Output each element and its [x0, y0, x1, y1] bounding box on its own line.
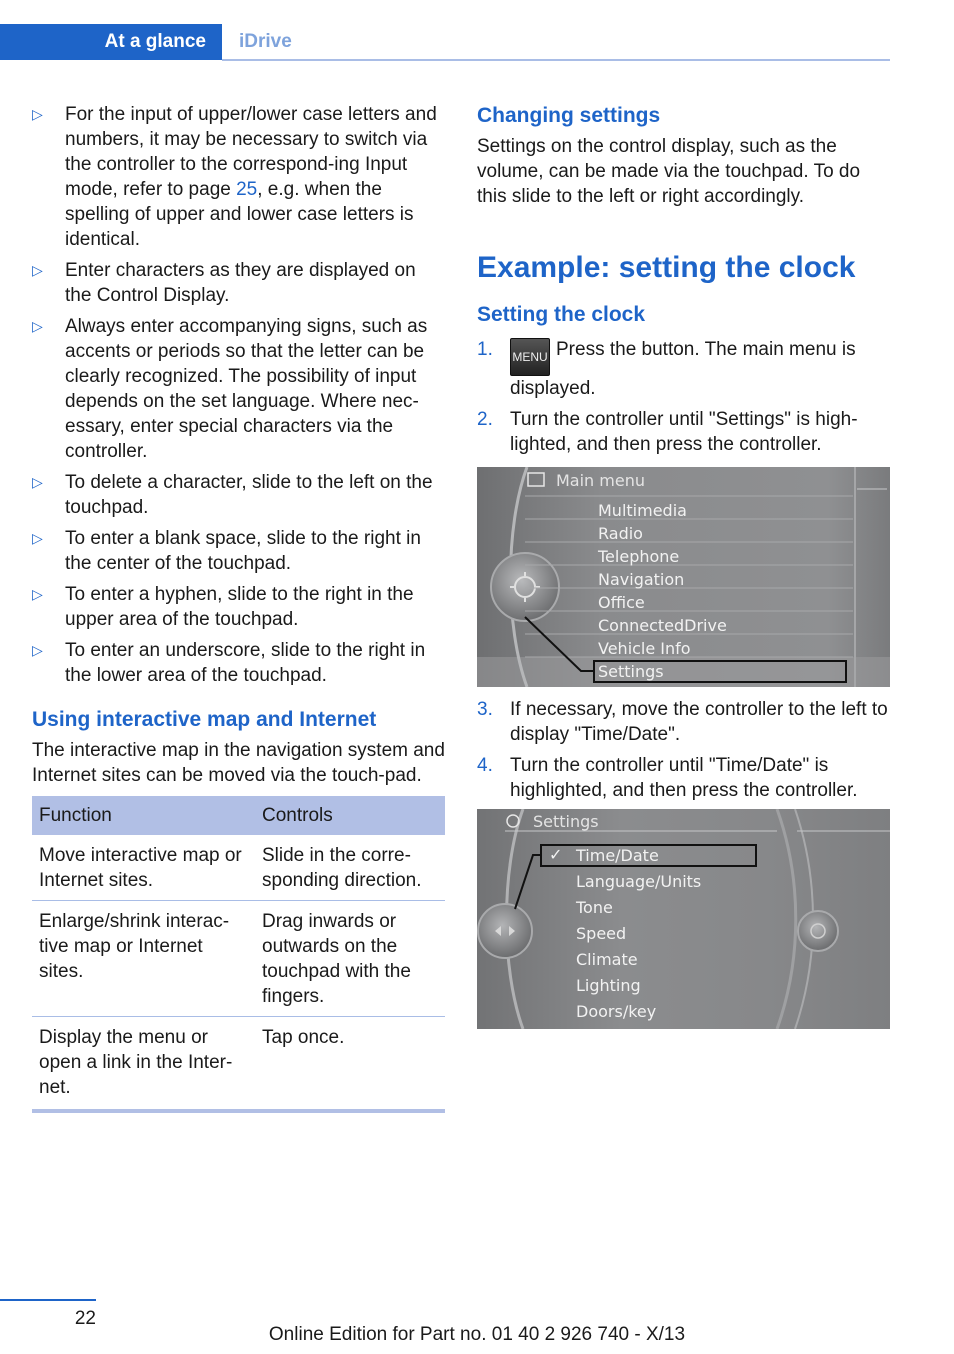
- menu-item: Speed: [576, 924, 627, 943]
- table-row: [32, 901, 445, 1017]
- menu-item: Radio: [598, 524, 643, 543]
- list-item: [32, 314, 445, 464]
- table-cell-function: Move interactive map or Internet sites.: [32, 835, 255, 901]
- main-menu-screenshot: [477, 467, 890, 687]
- list-item: [32, 638, 445, 688]
- touchpad-controls-table: [32, 796, 445, 1113]
- map-internet-text: The interactive map in the navigation system and Internet sites can be moved via the touch-pad.: [32, 740, 445, 786]
- check-icon: ✓: [549, 845, 563, 864]
- table-cell-controls: Tap once.: [255, 1017, 445, 1112]
- footer-rule: [0, 1299, 96, 1301]
- list-item: [32, 102, 445, 252]
- list-item: [477, 407, 890, 457]
- bullet-triangle-icon: ▷: [32, 530, 43, 546]
- page-reference-link[interactable]: 25: [236, 179, 258, 200]
- changing-settings-heading: Changing settings: [477, 104, 661, 127]
- menu-item: Doors/key: [576, 1002, 657, 1021]
- table-cell-function: Enlarge/shrink interac-tive map or Internet sites.: [32, 901, 255, 1017]
- menu-button-icon: MENU: [510, 338, 550, 376]
- bullet-triangle-icon: ▷: [32, 642, 43, 658]
- bullet-text: Always enter accompanying signs, such as accents or periods so that the letter can be clearly recognized. The possibility of input depends on the set language. Where nec-essary, enter special characters via the controller.: [65, 316, 428, 462]
- menu-item: Settings: [598, 662, 664, 681]
- step-number: 2.: [477, 409, 493, 430]
- menu-item: Office: [598, 593, 645, 612]
- table-header-function: Function: [32, 796, 255, 835]
- header-section-tab[interactable]: At a glance: [104, 31, 206, 52]
- bullet-text: To delete a character, slide to the left on the touchpad.: [65, 472, 433, 518]
- table-header-controls: Controls: [255, 796, 445, 835]
- list-item: [477, 753, 890, 803]
- bullet-triangle-icon: ▷: [32, 586, 43, 602]
- step-number: 4.: [477, 755, 493, 776]
- table-row: [32, 835, 445, 901]
- list-item: [32, 582, 445, 632]
- menu-item: Language/Units: [576, 872, 702, 891]
- menu-item: Climate: [576, 950, 638, 969]
- right-column: [477, 102, 890, 1029]
- menu-item: Tone: [576, 898, 613, 917]
- table-cell-function: Display the menu or open a link in the Inter-net.: [32, 1017, 255, 1112]
- bullet-triangle-icon: ▷: [32, 318, 43, 334]
- example-heading: Example: setting the clock: [477, 251, 856, 284]
- map-internet-heading: Using interactive map and Internet: [32, 708, 377, 731]
- settings-screenshot: [477, 809, 890, 1029]
- list-item: [477, 697, 890, 747]
- menu-item: Navigation: [598, 570, 685, 589]
- screen-title: Settings: [533, 812, 599, 831]
- step-text: If necessary, move the controller to the left to display "Time/Date".: [510, 699, 888, 745]
- input-tips-list: [32, 102, 445, 688]
- list-item: [32, 258, 445, 308]
- bullet-triangle-icon: ▷: [32, 106, 43, 122]
- header-chapter-tab[interactable]: iDrive: [239, 31, 292, 52]
- bullet-text: , e.g. when the spelling of upper and lower case letters is identical.: [65, 179, 414, 250]
- setting-clock-heading: Setting the clock: [477, 303, 646, 326]
- menu-item: Time/Date: [576, 846, 659, 865]
- header-rule: [222, 59, 890, 61]
- menu-item: Multimedia: [598, 501, 687, 520]
- list-item: [32, 526, 445, 576]
- changing-settings-text: Settings on the control display, such as the volume, can be made via the touchpad. To do this slide to the left or right accordingly.: [477, 136, 861, 207]
- steps-list-a: [477, 337, 890, 457]
- settings-screen: [477, 809, 890, 1029]
- table-cell-controls: Drag inwards or outwards on the touchpad with the fingers.: [255, 901, 445, 1017]
- menu-item: ConnectedDrive: [598, 616, 727, 635]
- menu-item: Telephone: [598, 547, 680, 566]
- step-number: 1.: [477, 339, 493, 360]
- page-number: 22: [74, 1308, 96, 1329]
- table-row: [32, 1017, 445, 1112]
- bullet-text: To enter a hyphen, slide to the right in the upper area of the touchpad.: [65, 584, 414, 630]
- menu-item: Lighting: [576, 976, 641, 995]
- step-text: Turn the controller until "Settings" is high-lighted, and then press the controller.: [510, 409, 858, 455]
- bullet-triangle-icon: ▷: [32, 262, 43, 278]
- list-item: [32, 470, 445, 520]
- step-text: Press the button. The main menu is displayed.: [510, 339, 856, 399]
- main-menu-screen: [477, 467, 890, 687]
- steps-list-b: [477, 697, 890, 803]
- step-text: Turn the controller until "Time/Date" is highlighted, and then press the controller.: [510, 755, 858, 801]
- bullet-triangle-icon: ▷: [32, 474, 43, 490]
- bullet-text: To enter an underscore, slide to the right in the lower area of the touchpad.: [65, 640, 426, 686]
- table-cell-controls: Slide in the corre-sponding direction.: [255, 835, 445, 901]
- edition-note: Online Edition for Part no. 01 40 2 926 740 - X/13: [268, 1324, 686, 1345]
- step-number: 3.: [477, 699, 493, 720]
- screen-title: Main menu: [556, 471, 645, 490]
- left-column: [32, 102, 445, 1113]
- bullet-text: Enter characters as they are displayed on the Control Display.: [65, 260, 416, 306]
- list-item: [477, 337, 890, 401]
- bullet-text: To enter a blank space, slide to the right in the center of the touchpad.: [65, 528, 421, 574]
- menu-item: Vehicle Info: [598, 639, 691, 658]
- bullet-text: For the input of upper/lower case letters and numbers, it may be necessary to switch via the controller to the correspond-ing Input mode, refer to page: [65, 104, 437, 200]
